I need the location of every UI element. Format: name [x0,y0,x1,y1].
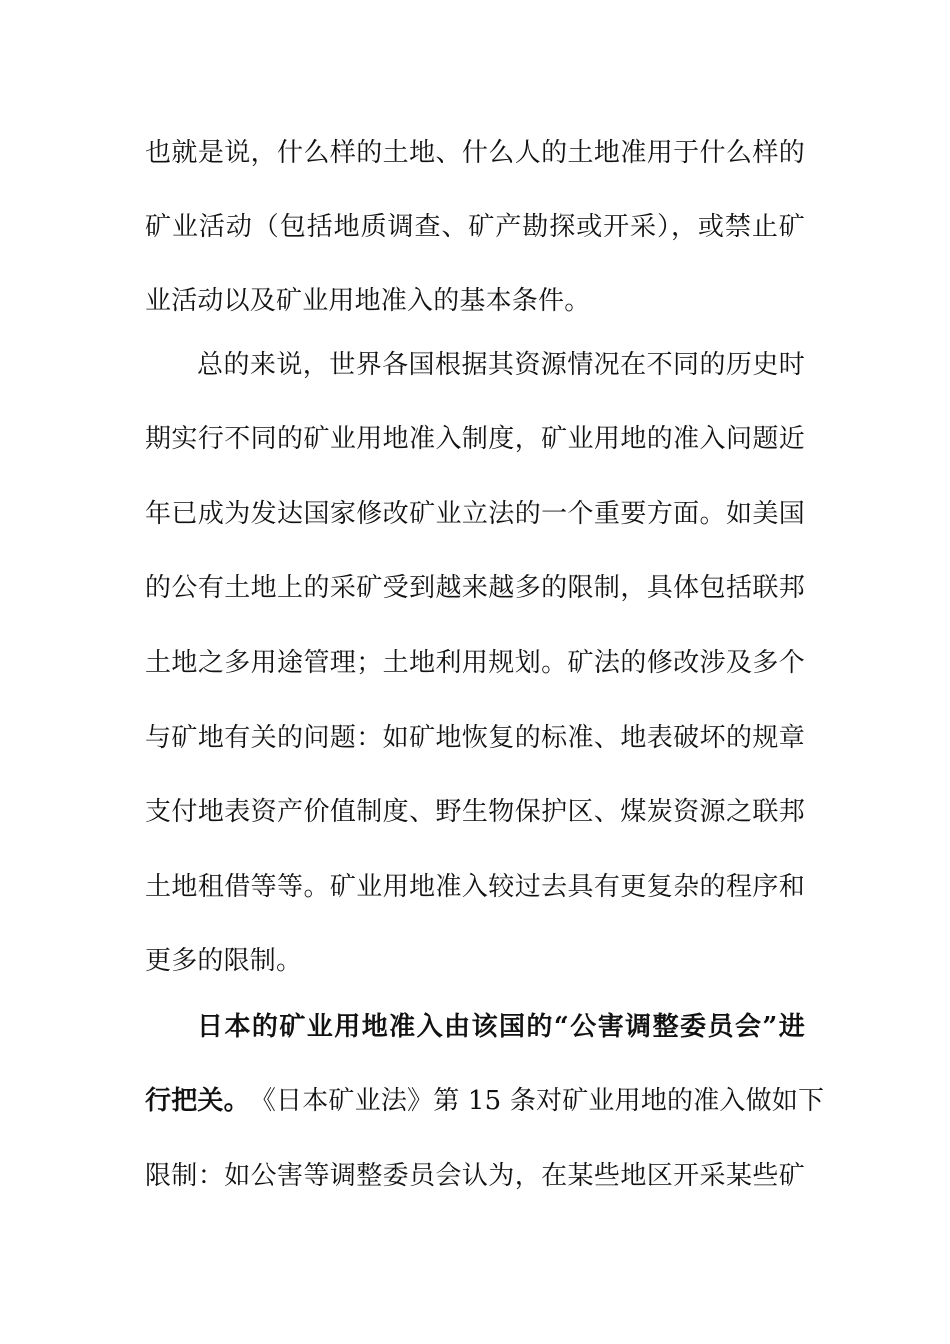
text-line: 业活动以及矿业用地准入的基本条件。 [145,286,591,316]
text-line: 矿业活动（包括地质调查、矿产勘探或开采），或禁止矿 [145,212,805,242]
text-line: 限制：如公害等调整委员会认为，在某些地区开采某些矿 [145,1161,805,1191]
text-line: 期实行不同的矿业用地准入制度，矿业用地的准入问题近 [145,424,805,454]
mixed-line [145,1081,825,1121]
paragraph-first-line: 总的来说，世界各国根据其资源情况在不同的历史时 [197,350,805,380]
text-line: 土地租借等等。矿业用地准入较过去具有更复杂的程序和 [145,872,805,902]
text-line: 也就是说，什么样的土地、什么人的土地准用于什么样的 [145,138,805,168]
text-line: 的公有土地上的采矿受到越来越多的限制，具体包括联邦 [145,573,805,603]
regular-segment: 《日本矿业法》第 15 条对矿业用地的准入做如下 [249,1086,825,1116]
bold-paragraph-first-line: 日本的矿业用地准入由该国的“公害调整委员会”进 [197,1012,805,1042]
text-line: 与矿地有关的问题：如矿地恢复的标准、地表破坏的规章 [145,723,805,753]
text-line: 支付地表资产价值制度、野生物保护区、煤炭资源之联邦 [145,797,805,827]
text-line: 年已成为发达国家修改矿业立法的一个重要方面。如美国 [145,499,805,529]
text-line: 更多的限制。 [145,946,303,976]
bold-segment: 行把关。 [145,1086,250,1116]
text-line: 土地之多用途管理；土地利用规划。矿法的修改涉及多个 [145,648,805,678]
